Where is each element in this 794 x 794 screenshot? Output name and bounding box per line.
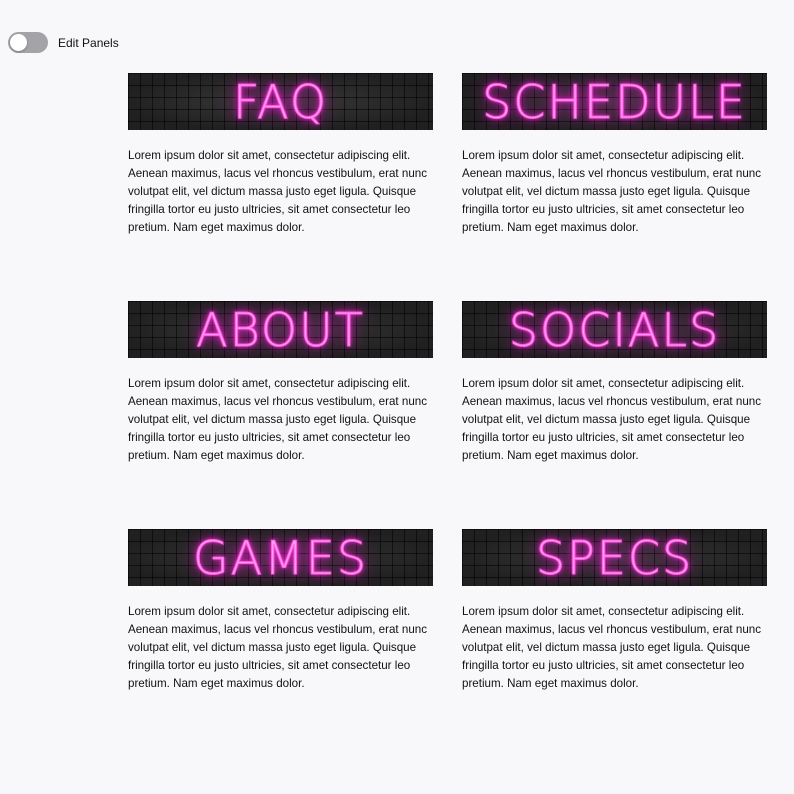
banner-faq <box>128 73 433 130</box>
edit-panels-toggle-row <box>8 32 119 53</box>
edit-panels-toggle[interactable] <box>8 32 48 53</box>
banner-games <box>128 529 433 586</box>
panel-text: Lorem ipsum dolor sit amet, consectetur adipiscing elit. Aenean maximus, lacus vel rhoncus vestibulum, erat nunc volutpat elit, vel dictum massa justo eget ligula. Quisque fringilla tortor eu justo ultricies, sit amet consectetur leo pretium. Nam eget maximus dolor. <box>128 605 428 690</box>
panel-text: Lorem ipsum dolor sit amet, consectetur adipiscing elit. Aenean maximus, lacus vel rhoncus vestibulum, erat nunc volutpat elit, vel dictum massa justo eget ligula. Quisque fringilla tortor eu justo ultricies, sit amet consectetur leo pretium. Nam eget maximus dolor. <box>128 377 428 462</box>
panel-text: Lorem ipsum dolor sit amet, consectetur adipiscing elit. Aenean maximus, lacus vel rhoncus vestibulum, erat nunc volutpat elit, vel dictum massa justo eget ligula. Quisque fringilla tortor eu justo ultricies, sit amet consectetur leo pretium. Nam eget maximus dolor. <box>462 605 762 690</box>
banner-socials <box>462 301 767 358</box>
banner-title: GAMES <box>192 530 369 585</box>
panel-about <box>128 301 433 465</box>
banner-title: SCHEDULE <box>482 74 747 129</box>
banner-title: ABOUT <box>196 302 365 357</box>
banner-title: FAQ <box>232 74 329 129</box>
banner-title: SOCIALS <box>508 302 721 357</box>
panel-text: Lorem ipsum dolor sit amet, consectetur adipiscing elit. Aenean maximus, lacus vel rhoncus vestibulum, erat nunc volutpat elit, vel dictum massa justo eget ligula. Quisque fringilla tortor eu justo ultricies, sit amet consectetur leo pretium. Nam eget maximus dolor. <box>128 149 428 234</box>
panel-text: Lorem ipsum dolor sit amet, consectetur adipiscing elit. Aenean maximus, lacus vel rhoncus vestibulum, erat nunc volutpat elit, vel dictum massa justo eget ligula. Quisque fringilla tortor eu justo ultricies, sit amet consectetur leo pretium. Nam eget maximus dolor. <box>462 377 762 462</box>
panel-faq <box>128 73 433 237</box>
panel-games <box>128 529 433 693</box>
edit-panels-label: Edit Panels <box>58 35 119 50</box>
banner-specs <box>462 529 767 586</box>
toggle-knob <box>10 34 27 51</box>
banner-title: SPECS <box>535 530 694 585</box>
banner-about <box>128 301 433 358</box>
panels-grid <box>128 73 767 693</box>
panel-schedule <box>462 73 767 237</box>
panel-specs <box>462 529 767 693</box>
banner-schedule <box>462 73 767 130</box>
panel-socials <box>462 301 767 465</box>
panel-text: Lorem ipsum dolor sit amet, consectetur adipiscing elit. Aenean maximus, lacus vel rhoncus vestibulum, erat nunc volutpat elit, vel dictum massa justo eget ligula. Quisque fringilla tortor eu justo ultricies, sit amet consectetur leo pretium. Nam eget maximus dolor. <box>462 149 762 234</box>
